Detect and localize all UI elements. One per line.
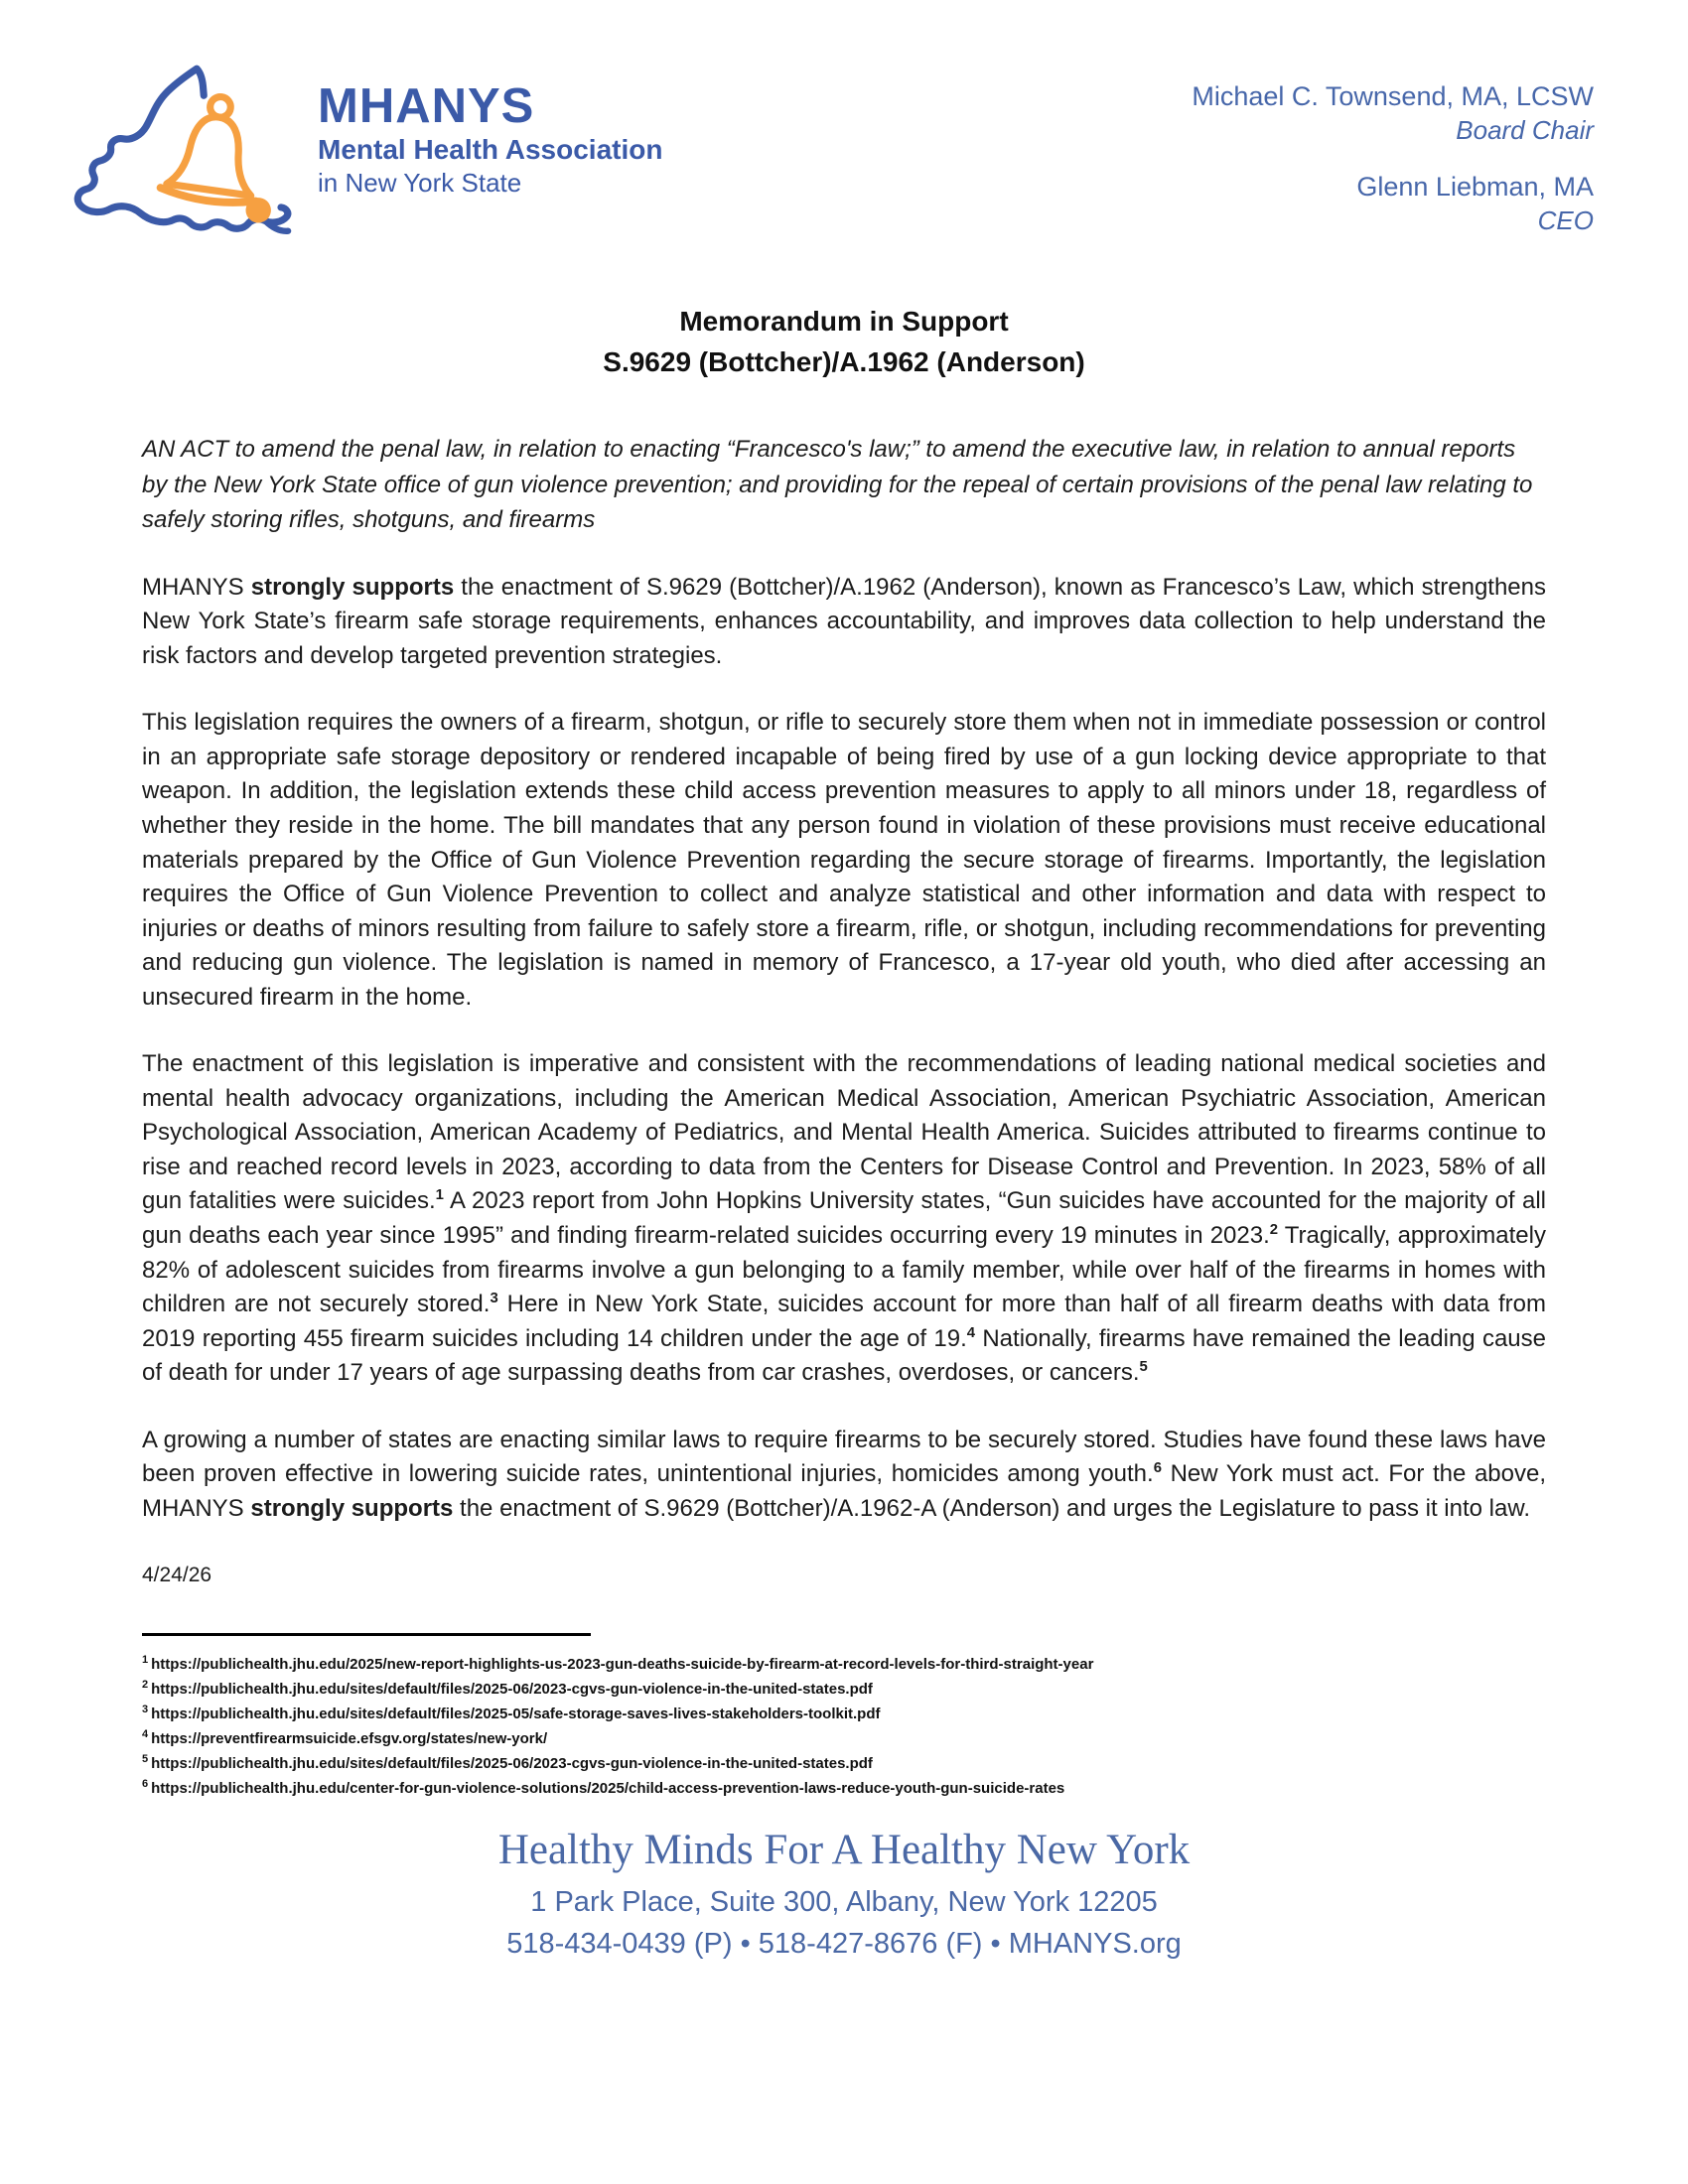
footnote-reference: 1	[435, 1187, 444, 1204]
logo-wordmark	[318, 78, 663, 200]
officer-title: Board Chair	[1456, 115, 1594, 146]
memo-title	[0, 302, 1688, 382]
memo-title-line1: Memorandum in Support	[679, 306, 1009, 337]
footer-tagline: Healthy Minds For A Healthy New York	[497, 1827, 1191, 1874]
footnote-item	[142, 1724, 1546, 1749]
officer-block	[1192, 79, 1594, 238]
footnote-reference: 5	[1139, 1359, 1148, 1376]
footnote-url: https://publichealth.jhu.edu/sites/default/files/2025-06/2023-cgvs-gun-violence-in-the-united-states.pdf	[151, 1681, 873, 1699]
officer-board-chair	[1192, 79, 1594, 148]
officer-name: Glenn Liebman, MA	[1356, 171, 1594, 202]
mhanys-logo	[68, 58, 662, 238]
footnote-item	[142, 1675, 1546, 1700]
paragraph-statistics: The enactment of this legislation is imperative and consistent with the recommendations of leading national medical societies and mental health advocacy organizations, including the American Medical Association, American Psychiatric Association, American Psychological Association, American Academy of Pediatrics, and Mental Health America. Suicides attributed to firearms continue to rise and reached record levels in 2023, according to data from the Centers for Disease Control and Prevention. In 2023, 58% of all gun fatalities were suicides.$^1$ A 2023 report from John Hopkins University states, “Gun suicides have accounted for the majority of all gun deaths each year since 1995” and finding firearm-related suicides occurring every 19 minutes in 2023.$^2$ Tragically, approximately 82% of adolescent suicides from firearms involve a gun belonging to a family member, while over half of the firearms in homes with children are not securely stored.$^3$ Here in New York State, suicides account for more than half of all firearm deaths with data from 2019 reporting 455 firearm suicides including 14 children under the age of 19.$^4$ Nationally, firearms have remained the leading cause of death for under 17 years of age surpassing deaths from car crashes, overdoses, or cancers.$^5$	[142, 1050, 1546, 1387]
footnote-number: 3	[142, 1704, 149, 1716]
footnote-item	[142, 1749, 1546, 1774]
footer-contact-line: 518-434-0439 (P) • 518-427-8676 (F) • MHANYS.org	[506, 1927, 1182, 1960]
footnote-number: 5	[142, 1753, 149, 1766]
footnote-reference: 4	[966, 1324, 976, 1341]
memo-date: 4/24/26	[142, 1564, 212, 1587]
ny-state-bell-icon	[68, 58, 304, 238]
footnote-reference: 2	[1269, 1222, 1279, 1239]
footnote-url: https://publichealth.jhu.edu/center-for-gun-violence-solutions/2025/child-access-prevention-laws-reduce-youth-gun-suicide-rates	[151, 1780, 1065, 1798]
footnote-url: https://publichealth.jhu.edu/sites/default/files/2025-05/safe-storage-saves-lives-stakeholders-toolkit.pdf	[151, 1706, 881, 1723]
officer-name: Michael C. Townsend, MA, LCSW	[1192, 81, 1594, 111]
memo-title-line2: S.9629 (Bottcher)/A.1962 (Anderson)	[603, 345, 1085, 377]
logo-org-name: Mental Health Association	[318, 133, 663, 165]
footnote-item	[142, 1774, 1546, 1799]
footnote-number: 4	[142, 1728, 149, 1741]
footnote-url: https://publichealth.jhu.edu/sites/default/files/2025-06/2023-cgvs-gun-violence-in-the-united-states.pdf	[151, 1755, 873, 1773]
footnote-number: 2	[142, 1679, 149, 1692]
footnote-separator	[142, 1633, 591, 1636]
memo-body	[0, 432, 1688, 1799]
footnotes-section	[142, 1633, 1546, 1799]
letterhead-footer	[0, 1825, 1688, 1963]
footnote-url: https://preventfirearmsuicide.efsgv.org/states/new-york/	[151, 1730, 548, 1748]
footer-address: 1 Park Place, Suite 300, Albany, New York 12205	[530, 1886, 1158, 1918]
paragraph-support: MHANYS strongly supports the enactment of S.9629 (Bottcher)/A.1962 (Anderson), known as Francesco’s Law, which strengthens New York State’s firearm safe storage requirements, enhances accountability, and improves data collection to help understand the risk factors and develop targeted prevention strategies.	[142, 573, 1546, 669]
footnote-item	[142, 1650, 1546, 1675]
footnote-number: 1	[142, 1654, 149, 1667]
paragraph-conclusion: A growing a number of states are enacting similar laws to require firearms to be securely stored. Studies have found these laws have been proven effective in lowering suicide rates, unintentional injuries, homicides among youth.$^6$ New York must act. For the above, MHANYS strongly supports the enactment of S.9629 (Bottcher)/A.1962-A (Anderson) and urges the Legislature to pass it into law.	[142, 1426, 1546, 1522]
logo-acronym: MHANYS	[318, 78, 535, 133]
footnote-number: 6	[142, 1778, 149, 1791]
officer-title: CEO	[1537, 205, 1594, 235]
logo-org-region: in New York State	[318, 167, 522, 198]
officer-ceo	[1192, 170, 1594, 238]
footnote-url: https://publichealth.jhu.edu/2025/new-report-highlights-us-2023-gun-deaths-suicide-by-firearm-at-record-levels-for-third-straight-year	[151, 1656, 1094, 1674]
letterhead	[0, 0, 1688, 238]
footnote-reference: 6	[1153, 1460, 1162, 1477]
act-clause: AN ACT to amend the penal law, in relation to enacting “Francesco's law;” to amend the executive law, in relation to annual reports by the New York State office of gun violence prevention; and providing for the repeal of certain provisions of the penal law relating to safely storing rifles, shotguns, and firearms	[142, 436, 1533, 534]
footnote-item	[142, 1700, 1546, 1724]
paragraph-legislation-details: This legislation requires the owners of a firearm, shotgun, or rifle to securely store them when not in immediate possession or control in an appropriate safe storage depository or rendered incapable of being fired by use of a gun locking device appropriate to that weapon. In addition, the legislation extends these child access prevention measures to apply to all minors under 18, regardless of whether they reside in the home. The bill mandates that any person found in violation of these provisions must receive educational materials prepared by the Office of Gun Violence Prevention regarding the secure storage of firearms. Importantly, the legislation requires the Office of Gun Violence Prevention to collect and analyze statistical and other information and data with respect to injuries or deaths of minors resulting from failure to safely store a firearm, rifle, or shotgun, including recommendations for preventing and reducing gun violence. The legislation is named in memory of Francesco, a 17-year old youth, who died after accessing an unsecured firearm in the home.	[142, 709, 1546, 1011]
footnote-reference: 3	[490, 1291, 498, 1307]
